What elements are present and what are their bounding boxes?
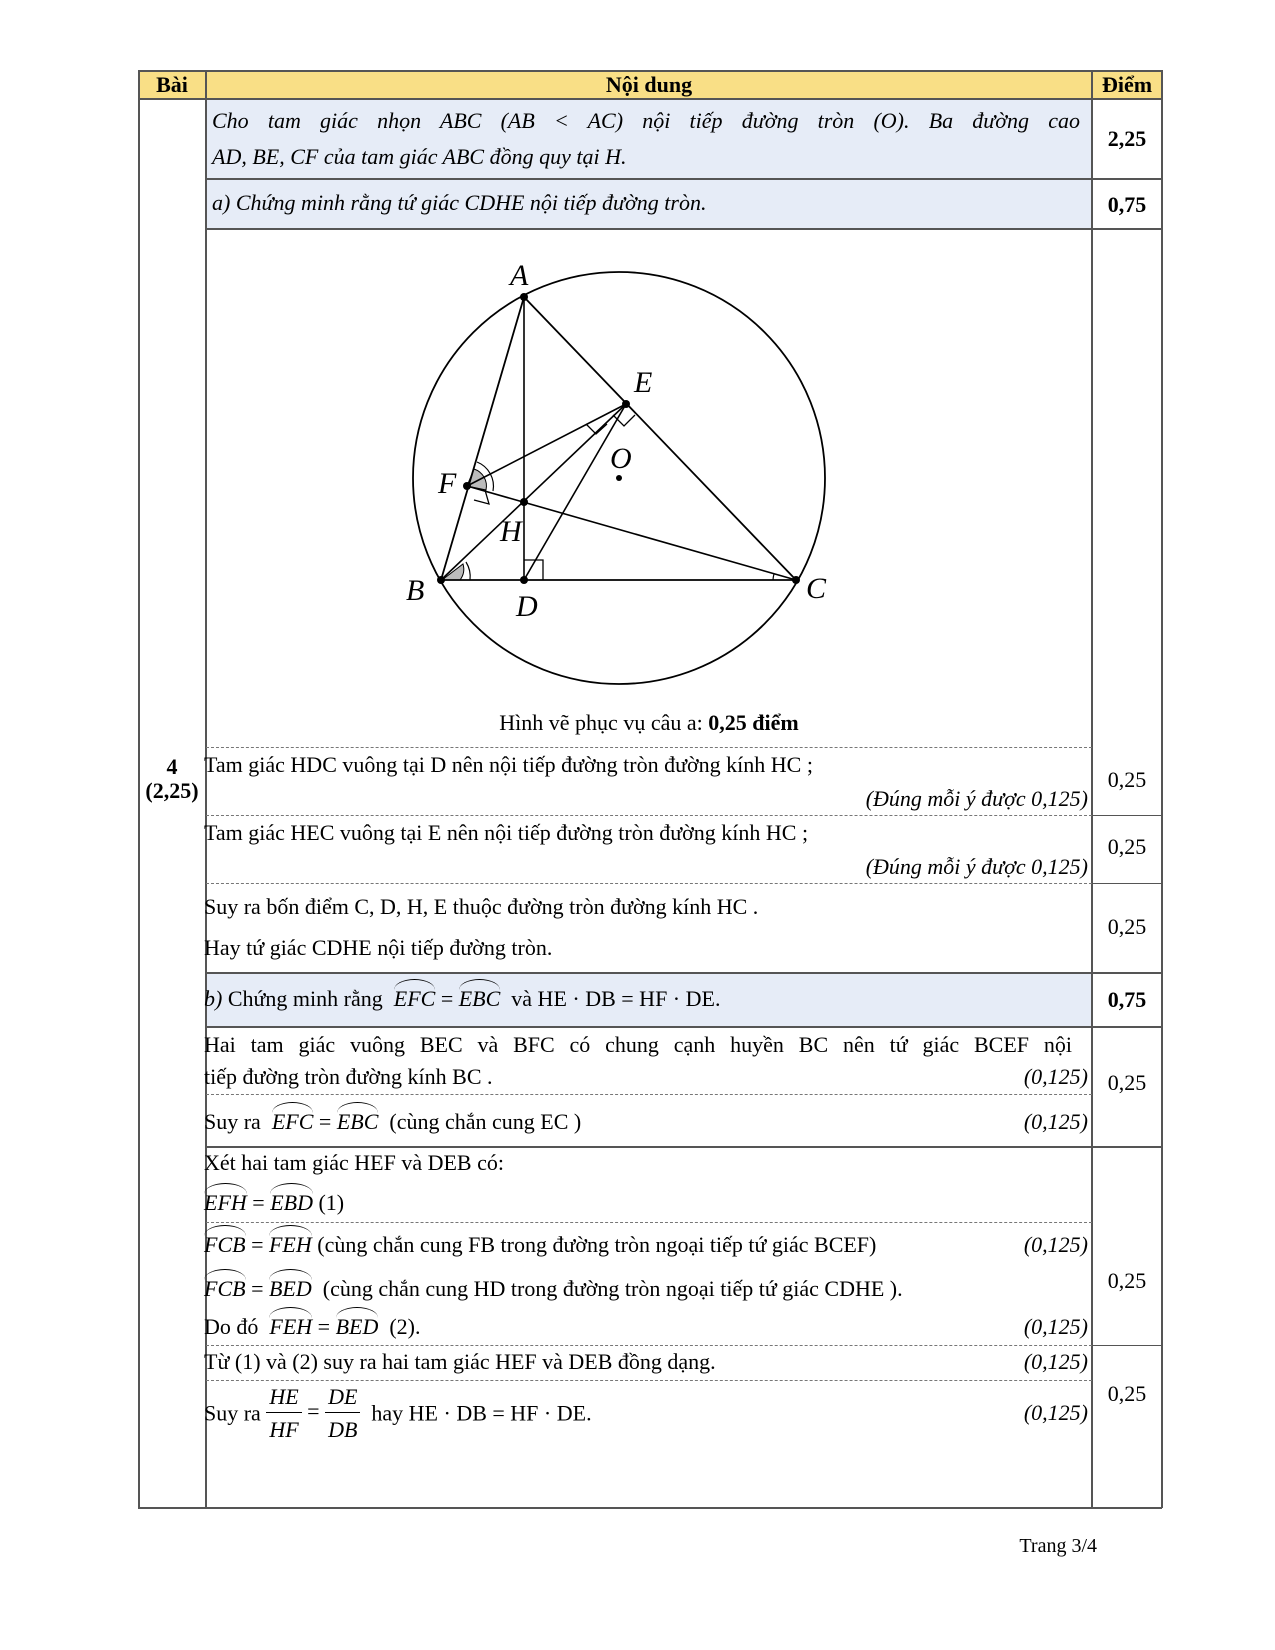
problem-total: (2,25) <box>145 778 199 803</box>
b-p3-line1: Xét hai tam giác HEF và DEB có: <box>204 1150 504 1175</box>
part-b-score: 0,75 <box>1107 987 1147 1012</box>
b-p1-line1: Hai tam giác vuông BEC và BFC có chung cạnh huyền BC nên tứ giác BCEF nội <box>204 1032 1072 1057</box>
statement-line1: Cho tam giác nhọn ABC (AB < AC) nội tiếp đường tròn (O). Ba đường cao <box>212 108 1080 133</box>
part-a-title: a) Chứng minh rằng tứ giác CDHE nội tiếp đường tròn. <box>212 190 707 215</box>
statement-line2: AD, BE, CF của tam giác ABC đồng quy tại H. <box>212 144 627 169</box>
b-p3-line2: EFH = EBD (1) <box>204 1190 345 1215</box>
label-d: D <box>516 590 538 623</box>
label-f: F <box>438 467 457 500</box>
step2-line1: Tam giác HEC vuông tại E nên nội tiếp đường tròn đường kính HC ; <box>204 820 809 845</box>
b-p4: FCB = FEH (cùng chắn cung FB trong đường tròn ngoại tiếp tứ giác BCEF) <box>204 1232 877 1257</box>
b-p5: FCB = BED (cùng chắn cung HD trong đường tròn ngoại tiếp tứ giác CDHE ). <box>204 1276 903 1301</box>
b-p78-score: 0,25 <box>1107 1381 1147 1406</box>
label-o: O <box>610 442 632 475</box>
header-bai: Bài <box>156 72 188 97</box>
b-p456-score: 0,25 <box>1107 1268 1147 1293</box>
step2-score: 0,25 <box>1107 834 1147 859</box>
b-p2: Suy ra EFC = EBC (cùng chắn cung EC ) <box>204 1109 582 1134</box>
b-p7: Từ (1) và (2) suy ra hai tam giác HEF và DEB đồng dạng. <box>204 1349 716 1374</box>
step3-score: 0,25 <box>1107 914 1147 939</box>
b-p4-pts: (0,125) <box>1023 1232 1088 1257</box>
b-p1-line2: tiếp đường tròn đường kính BC . <box>204 1064 493 1089</box>
step3-line1: Suy ra bốn điểm C, D, H, E thuộc đường tròn đường kính HC . <box>204 894 759 919</box>
step1-line1: Tam giác HDC vuông tại D nên nội tiếp đường tròn đường kính HC ; <box>204 752 813 777</box>
statement-score: 2,25 <box>1107 126 1147 151</box>
altitude-be <box>441 404 626 580</box>
b-p1-pts: (0,125) <box>1023 1064 1088 1089</box>
step1-score: 0,25 <box>1107 767 1147 792</box>
step3-line2: Hay tứ giác CDHE nội tiếp đường tròn. <box>204 935 553 960</box>
step1-note: (Đúng mỗi ý được 0,125) <box>865 786 1088 811</box>
part-a-score: 0,75 <box>1107 192 1147 217</box>
label-c: C <box>806 572 827 605</box>
part-b-title: b) Chứng minh rằng EFC = EBC và HE · DB = HF · DE. <box>204 986 721 1011</box>
label-e: E <box>634 366 653 399</box>
step2-note: (Đúng mỗi ý được 0,125) <box>865 854 1088 879</box>
problem-number: 4 <box>166 754 178 779</box>
b-p12-score: 0,25 <box>1107 1070 1147 1095</box>
figure-caption: Hình vẽ phục vụ câu a: 0,25 điểm <box>499 710 799 735</box>
b-p6: Do đó FEH = BED (2). <box>204 1314 421 1339</box>
b-p8-pts: (0,125) <box>1023 1400 1088 1425</box>
header-noi-dung: Nội dung <box>605 72 693 97</box>
label-h: H <box>500 515 522 548</box>
b-p6-pts: (0,125) <box>1023 1314 1088 1339</box>
answer-table <box>138 70 1162 1508</box>
geometry-figure <box>392 250 852 710</box>
page-number: Trang 3/4 <box>1019 1535 1097 1557</box>
label-b: B <box>406 574 425 607</box>
triangle-abc <box>441 297 796 580</box>
header-diem: Điểm <box>1101 72 1153 97</box>
label-a: A <box>510 259 529 292</box>
b-p8: Suy ra $\frac{HE}{HF}$ = $\frac{DE}{DB}$ hay HE · DB = HF · DE. <box>204 1384 592 1442</box>
b-p7-pts: (0,125) <box>1023 1349 1088 1374</box>
b-p2-pts: (0,125) <box>1023 1109 1088 1134</box>
